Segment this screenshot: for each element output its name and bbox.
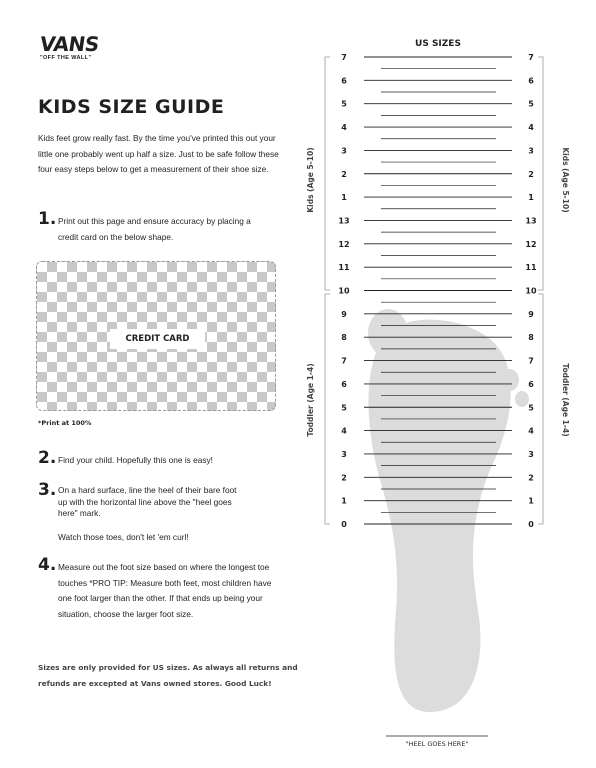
- step-3-number: 3.: [38, 480, 57, 500]
- size-label-left: 7: [341, 356, 347, 366]
- page-title: KIDS SIZE GUIDE: [38, 96, 225, 118]
- heel-label: "HEEL GOES HERE": [405, 740, 469, 748]
- step-1-number: 1.: [38, 209, 57, 229]
- logo-tagline: "OFF THE WALL": [40, 55, 92, 61]
- size-label-right: 7: [528, 356, 534, 366]
- size-label-left: 9: [341, 309, 347, 319]
- size-label-right: 8: [528, 333, 534, 343]
- print-note: *Print at 100%: [38, 419, 92, 427]
- logo-wordmark: VANS: [38, 32, 101, 56]
- size-label-left: 13: [338, 216, 350, 226]
- size-label-right: 9: [528, 309, 534, 319]
- size-label-right: 10: [525, 286, 537, 296]
- size-label-right: 7: [528, 53, 534, 62]
- size-label-left: 7: [341, 53, 347, 62]
- size-label-left: 4: [341, 123, 347, 133]
- step-2-number: 2.: [38, 448, 57, 468]
- size-label-left: 5: [341, 403, 347, 413]
- size-label-left: 2: [341, 169, 347, 179]
- size-label-right: 5: [528, 403, 534, 413]
- step-4-text: Measure out the foot size based on where the longest toe touches *PRO TIP: Measure both feet, most children have one foot larger than the other. If that ends up being your situation, choose the larger foot size.: [58, 562, 272, 619]
- size-label-right: 2: [528, 169, 534, 179]
- ruler-header: US SIZES: [415, 39, 461, 49]
- toddler-label-left: Toddler (Age 1-4): [306, 363, 315, 437]
- size-label-left: 1: [341, 193, 347, 203]
- footer-note: Sizes are only provided for US sizes. As always all returns and refunds are excepted at Vans owned stores. Good Luck!: [38, 663, 298, 688]
- size-label-left: 4: [341, 426, 347, 436]
- size-label-left: 12: [338, 239, 350, 249]
- step-3-text: On a hard surface, line the heel of their bare foot up with the horizontal line above the "heel goes here" mark.: [58, 485, 237, 518]
- size-label-right: 12: [525, 239, 537, 249]
- step-3-extra: Watch those toes, don't let 'em curl!: [58, 532, 189, 542]
- size-label-left: 11: [338, 263, 350, 273]
- size-label-left: 5: [341, 99, 347, 109]
- size-label-left: 3: [341, 146, 347, 156]
- size-label-right: 1: [528, 193, 534, 203]
- size-label-left: 10: [338, 286, 350, 296]
- size-label-left: 3: [341, 449, 347, 459]
- toddler-label-right: Toddler (Age 1-4): [561, 363, 570, 437]
- size-label-left: 2: [341, 473, 347, 483]
- size-label-right: 13: [525, 216, 537, 226]
- size-label-right: 11: [525, 263, 537, 273]
- size-label-left: 6: [341, 76, 347, 86]
- step-1-text: Print out this page and ensure accuracy by placing a credit card on the below shape.: [58, 216, 251, 242]
- size-label-right: 3: [528, 146, 534, 156]
- step-4-number: 4.: [38, 555, 57, 575]
- size-label-left: 1: [341, 496, 347, 506]
- size-label-right: 3: [528, 449, 534, 459]
- size-label-right: 0: [528, 520, 534, 529]
- size-label-right: 6: [528, 379, 534, 389]
- step-2-text: Find your child. Hopefully this one is easy!: [58, 455, 213, 465]
- size-label-right: 4: [528, 426, 534, 436]
- size-label-right: 1: [528, 496, 534, 506]
- size-label-right: 5: [528, 99, 534, 109]
- size-label-right: 2: [528, 473, 534, 483]
- credit-card-label: CREDIT CARD: [110, 329, 205, 349]
- intro-paragraph: Kids feet grow really fast. By the time you've printed this out your little one probably went up half a size. Just to be safe follow these four easy steps below to get a measurement of their shoe size.: [38, 133, 279, 174]
- kids-label-right: Kids (Age 5-10): [561, 147, 570, 213]
- size-label-left: 8: [341, 333, 347, 343]
- kids-label-left: Kids (Age 5-10): [306, 147, 315, 213]
- size-label-right: 6: [528, 76, 534, 86]
- size-label-right: 4: [528, 123, 534, 133]
- size-label-left: 0: [341, 520, 347, 529]
- size-label-left: 6: [341, 379, 347, 389]
- footprint-icon: [368, 309, 529, 712]
